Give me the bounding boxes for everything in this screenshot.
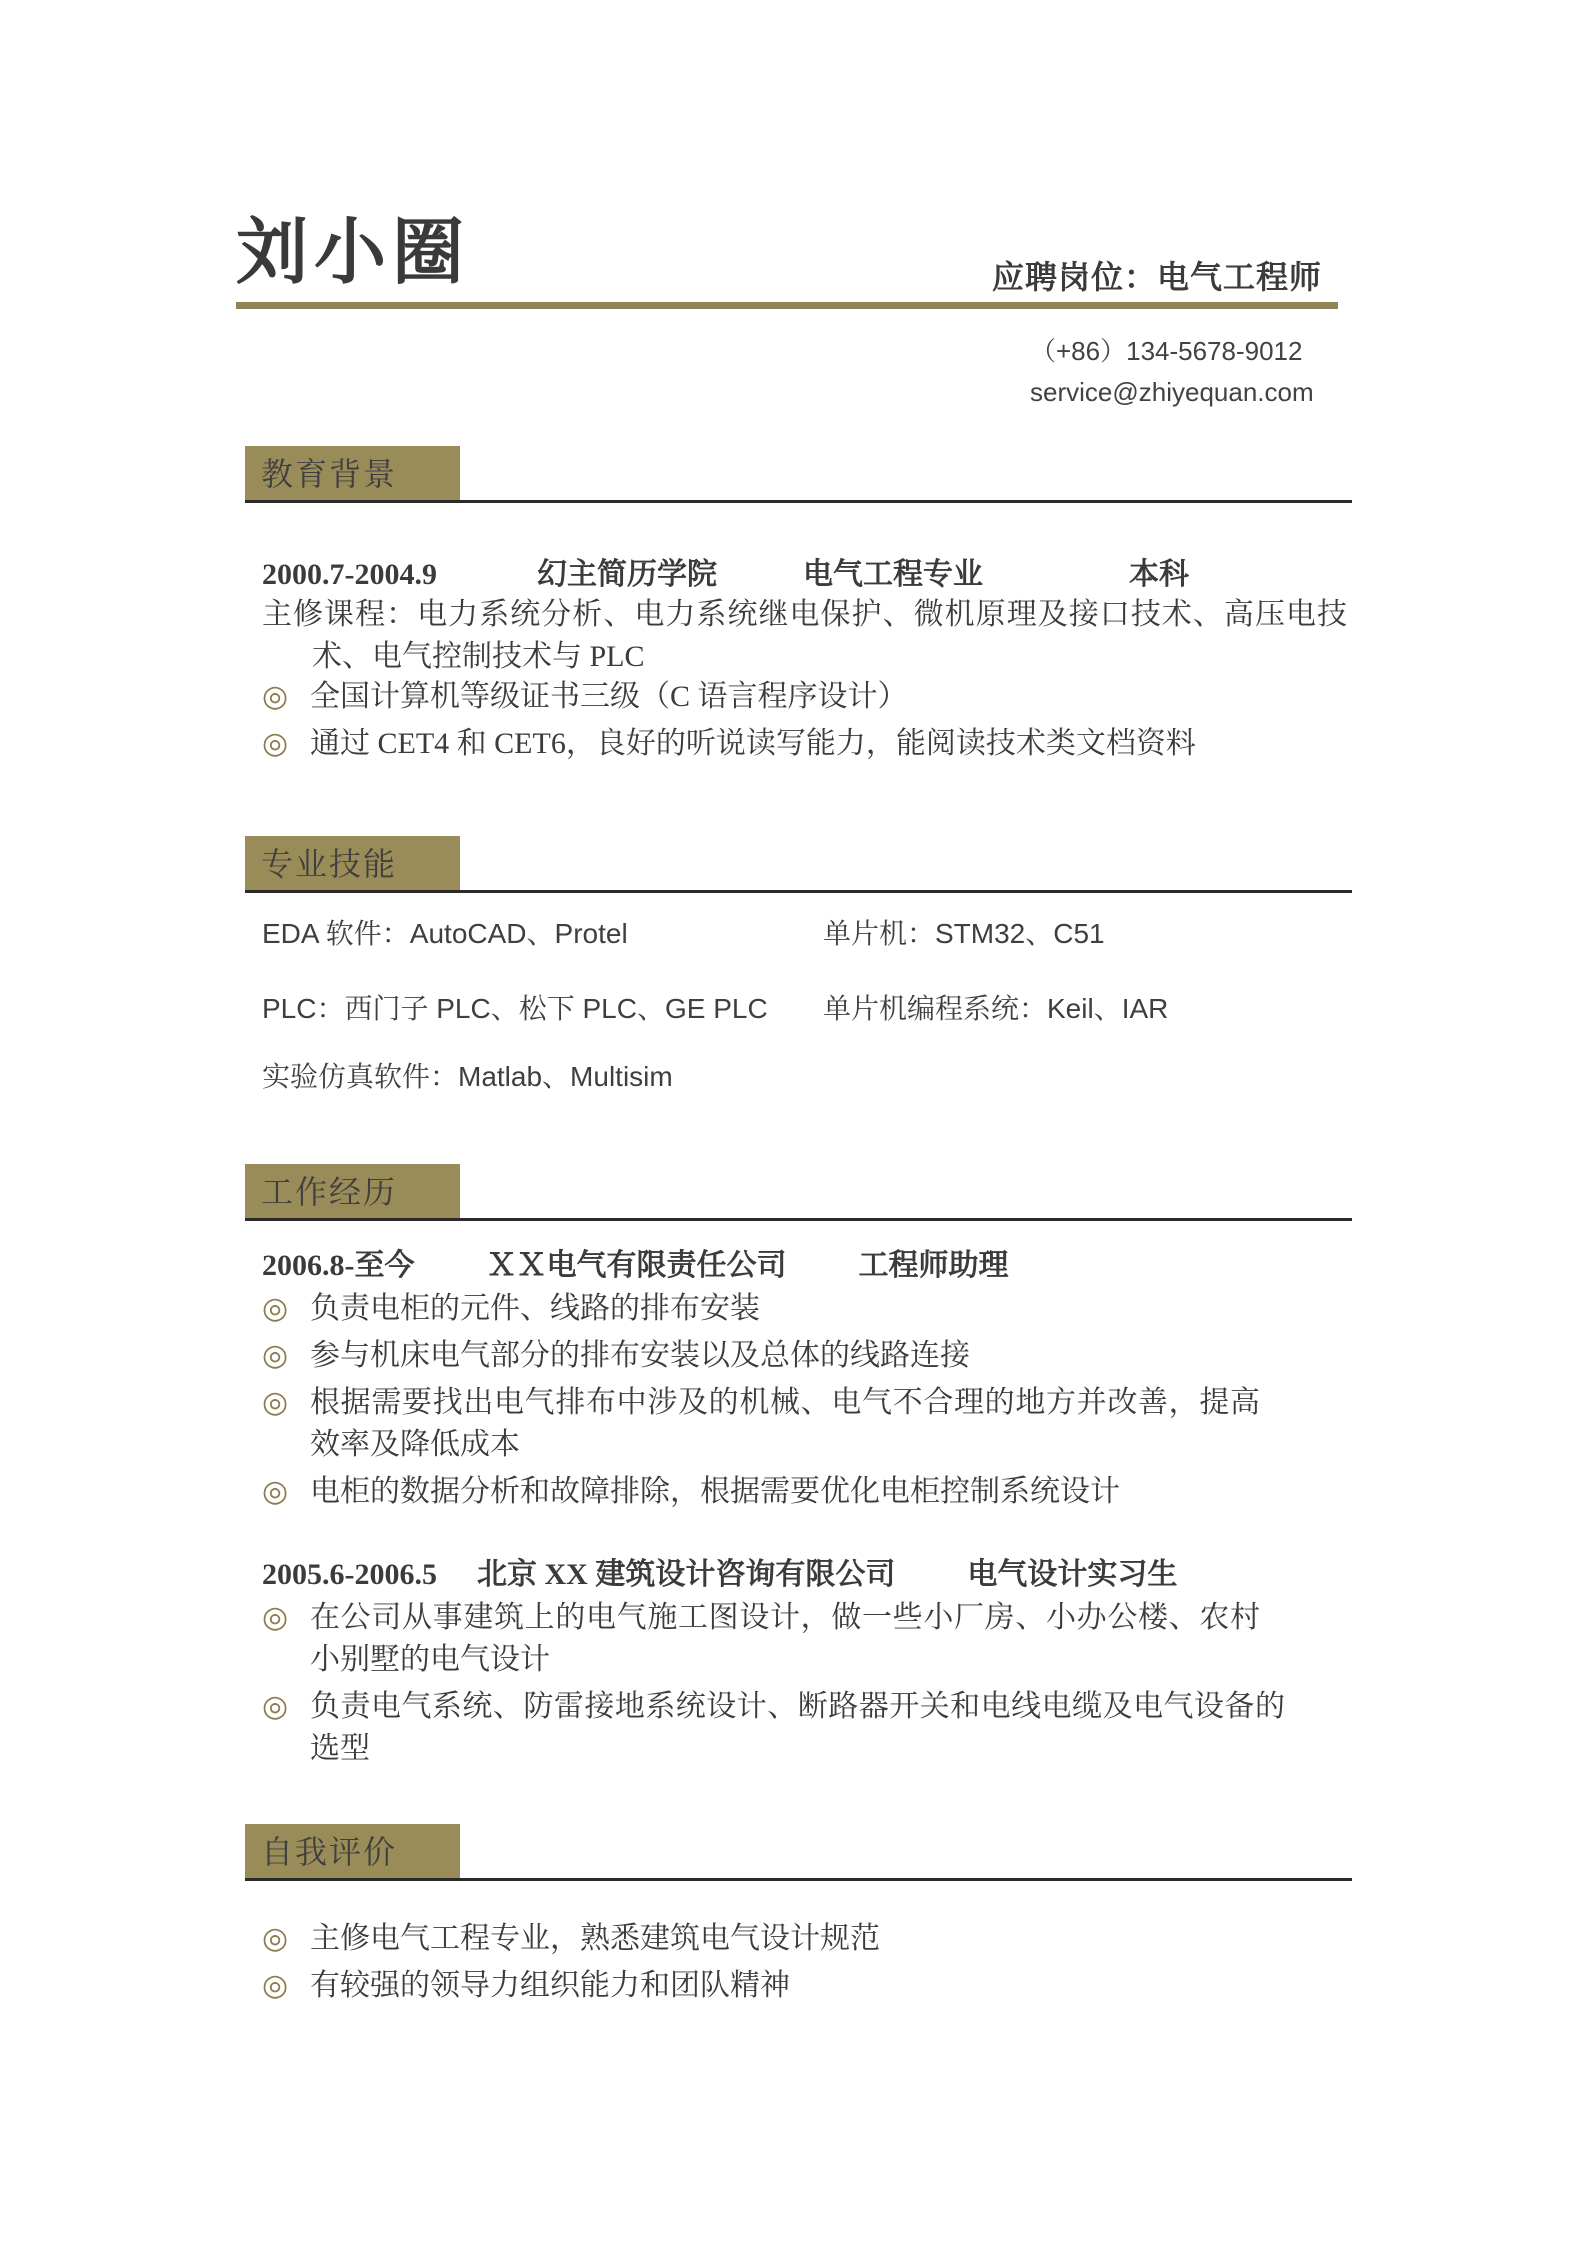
section-header-skills: [245, 836, 1352, 893]
job-entry-title: [262, 1240, 1009, 1284]
education-degree: 本科: [1129, 558, 1189, 591]
education-period: 2000.7-2004.9: [262, 558, 437, 591]
bullet-text: 参与机床电气部分的排布安装以及总体的线路连接: [310, 1339, 970, 1372]
list-item: [262, 1918, 880, 1960]
skill-right: 单片机：STM32、C51: [823, 918, 1105, 949]
list-item: [262, 1471, 1260, 1513]
section-header-work: [245, 1164, 1352, 1221]
bullet-text: 全国计算机等级证书三级（C 语言程序设计）: [310, 680, 908, 713]
job-role: 工程师助理: [858, 1249, 1009, 1282]
job-bullet-list: [262, 1597, 1285, 1775]
section-title-work: 工作经历: [245, 1164, 460, 1218]
bullet-icon: ◎: [262, 1386, 289, 1419]
bullet-text: 负责电柜的元件、线路的排布安装: [310, 1292, 760, 1325]
bullet-text: 负责电气系统、防雷接地系统设计、断路器开关和电线电缆及电气设备的选型: [310, 1690, 1285, 1765]
section-header-education: [245, 446, 1352, 503]
list-item: [262, 723, 1196, 765]
skills-row: [262, 1055, 1352, 1095]
bullet-icon: ◎: [262, 1690, 289, 1723]
section-title-education: 教育背景: [245, 446, 460, 500]
section-title-skills: 专业技能: [245, 836, 460, 890]
list-item: [262, 676, 1196, 718]
applied-position: 应聘岗位：电气工程师: [991, 259, 1322, 295]
job-entry-title: [262, 1549, 1177, 1593]
evaluation-bullet-list: [262, 1918, 880, 2012]
bullet-text: 主修电气工程专业，熟悉建筑电气设计规范: [310, 1922, 880, 1955]
education-school: 幻主简历学院: [537, 558, 717, 591]
education-major: 电气工程专业: [803, 558, 983, 591]
bullet-icon: ◎: [262, 1475, 289, 1508]
bullet-icon: ◎: [262, 1292, 289, 1325]
skill-left: 实验仿真软件：Matlab、Multisim: [262, 1061, 673, 1092]
bullet-text: 在公司从事建筑上的电气施工图设计，做一些小厂房、小办公楼、农村小别墅的电气设计: [310, 1601, 1260, 1676]
job-role: 电气设计实习生: [967, 1558, 1178, 1591]
job-period: 2006.8-至今: [262, 1249, 415, 1282]
bullet-text: 通过 CET4 和 CET6，良好的听说读写能力，能阅读技术类文档资料: [310, 727, 1196, 760]
section-header-evaluation: [245, 1824, 1352, 1881]
job-period: 2005.6-2006.5: [262, 1558, 437, 1591]
list-item: [262, 1288, 1260, 1330]
skill-left: EDA 软件：AutoCAD、Protel: [262, 918, 628, 949]
bullet-text: 根据需要找出电气排布中涉及的机械、电气不合理的地方并改善，提高效率及降低成本: [310, 1386, 1260, 1461]
skill-left: PLC：西门子 PLC、松下 PLC、GE PLC: [262, 993, 768, 1024]
skills-row: [262, 912, 1352, 952]
bullet-icon: ◎: [262, 1601, 289, 1634]
job-company: 北京 XX 建筑设计咨询有限公司: [477, 1558, 896, 1591]
skill-right: 单片机编程系统：Keil、IAR: [823, 993, 1169, 1024]
list-item: [262, 1382, 1260, 1466]
email-address: service@zhiyequan.com: [1030, 377, 1314, 407]
phone-number: （+86）134-5678-9012: [1030, 336, 1303, 366]
job-company: ＸＸ电气有限责任公司: [486, 1249, 787, 1282]
bullet-icon: ◎: [262, 727, 289, 760]
list-item: [262, 1965, 880, 2007]
bullet-text: 电柜的数据分析和故障排除，根据需要优化电柜控制系统设计: [310, 1475, 1120, 1508]
header-divider: [236, 302, 1338, 309]
bullet-icon: ◎: [262, 1969, 289, 2002]
list-item: [262, 1597, 1260, 1681]
education-courses: 主修课程：电力系统分析、电力系统继电保护、微机原理及接口技术、高压电技术、电气控制技术与 PLC: [262, 598, 1347, 673]
section-title-evaluation: 自我评价: [245, 1824, 460, 1878]
candidate-name: 刘小圈: [236, 213, 471, 293]
bullet-icon: ◎: [262, 1339, 289, 1372]
education-bullet-list: [262, 676, 1196, 770]
bullet-icon: ◎: [262, 680, 289, 713]
bullet-icon: ◎: [262, 1922, 289, 1955]
list-item: [262, 1686, 1285, 1770]
education-entry-title: [262, 549, 1189, 593]
bullet-text: 有较强的领导力组织能力和团队精神: [310, 1969, 790, 2002]
skills-row: [262, 987, 1352, 1027]
job-bullet-list: [262, 1288, 1260, 1518]
list-item: [262, 1335, 1260, 1377]
